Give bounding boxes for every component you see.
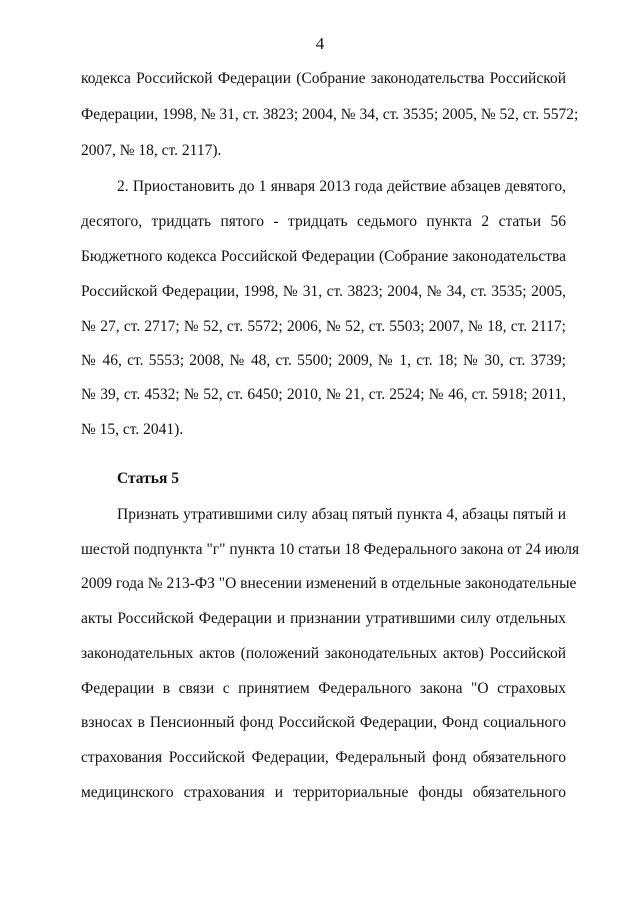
page-number: 4 <box>315 34 325 53</box>
text-line: Признать утратившими силу абзац пятый пункта 4, абзацы пятый и <box>117 506 566 523</box>
text-line: акты Российской Федерации и признании утратившими силу отдельных <box>81 610 566 627</box>
text-line: 2007, № 18, ст. 2117). <box>81 142 222 159</box>
text-line: десятого, тридцать пятого - тридцать седьмого пункта 2 статьи 56 <box>81 213 566 230</box>
text-line: Бюджетного кодекса Российской Федерации (Собрание законодательства <box>81 248 566 265</box>
text-line: № 15, ст. 2041). <box>81 421 184 438</box>
text-line: шестой подпункта "г" пункта 10 статьи 18 Федерального закона от 24 июля <box>81 541 580 558</box>
text-line: законодательных актов (положений законодательных актов) Российской <box>81 645 566 662</box>
text-line: кодекса Российской Федерации (Собрание законодательства Российской <box>81 70 566 87</box>
text-line: № 27, ст. 2717; № 52, ст. 5572; 2006, № 52, ст. 5503; 2007, № 18, ст. 2117; <box>81 318 566 335</box>
text-line: взносах в Пенсионный фонд Российской Федерации, Фонд социального <box>81 714 566 731</box>
text-line: № 39, ст. 4532; № 52, ст. 6450; 2010, № 21, ст. 2524; № 46, ст. 5918; 2011, <box>81 386 566 403</box>
article-heading: Статья 5 <box>117 470 179 487</box>
text-line: Российской Федерации, 1998, № 31, ст. 3823; 2004, № 34, ст. 3535; 2005, <box>81 283 566 300</box>
text-line: 2. Приостановить до 1 января 2013 года действие абзацев девятого, <box>117 178 566 195</box>
text-line: Федерации в связи с принятием Федерального закона "О страховых <box>81 680 566 697</box>
text-line: 2009 года № 213-ФЗ "О внесении изменений в отдельные законодательные <box>81 575 577 592</box>
text-line: № 46, ст. 5553; 2008, № 48, ст. 5500; 2009, № 1, ст. 18; № 30, ст. 3739; <box>81 352 566 369</box>
text-line: Федерации, 1998, № 31, ст. 3823; 2004, № 34, ст. 3535; 2005, № 52, ст. 5572; <box>81 106 579 123</box>
text-line: медицинского страхования и территориальные фонды обязательного <box>81 784 566 801</box>
text-line: страхования Российской Федерации, Федеральный фонд обязательного <box>81 749 566 766</box>
